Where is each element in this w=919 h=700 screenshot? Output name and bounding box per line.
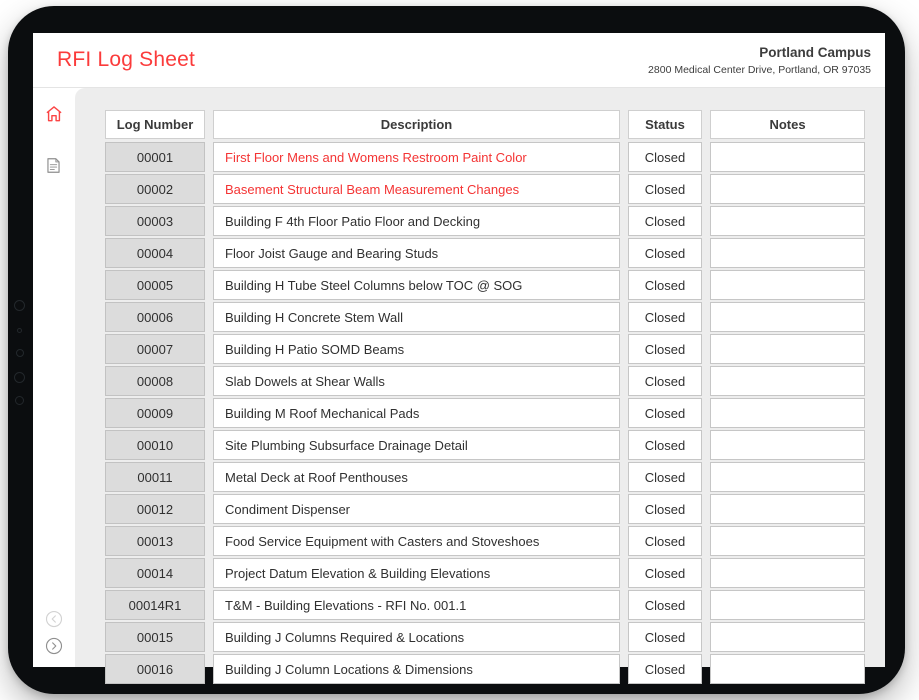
status-cell[interactable]: Closed (628, 590, 702, 620)
description-cell[interactable]: Building H Tube Steel Columns below TOC @ SOG (213, 270, 620, 300)
app-screen (33, 33, 885, 677)
notes-cell[interactable] (710, 142, 865, 172)
notes-cell[interactable] (710, 174, 865, 204)
description-cell[interactable]: Condiment Dispenser (213, 494, 620, 524)
table-row[interactable] (105, 238, 865, 268)
notes-cell[interactable] (710, 622, 865, 652)
status-cell[interactable]: Closed (628, 654, 702, 684)
table-row[interactable] (105, 430, 865, 460)
description-cell[interactable]: Building J Column Locations & Dimensions (213, 654, 620, 684)
campus-address: 2800 Medical Center Drive, Portland, OR 97035 (648, 63, 871, 76)
table-row[interactable] (105, 494, 865, 524)
campus-block (648, 45, 871, 76)
rfi-log-table (105, 110, 865, 684)
log-number-cell[interactable]: 00001 (105, 142, 205, 172)
description-cell[interactable]: Basement Structural Beam Measurement Changes (213, 174, 620, 204)
notes-cell[interactable] (710, 526, 865, 556)
log-number-cell[interactable]: 00011 (105, 462, 205, 492)
table-row[interactable] (105, 334, 865, 364)
table-row[interactable] (105, 654, 865, 684)
status-cell[interactable]: Closed (628, 142, 702, 172)
notes-cell[interactable] (710, 558, 865, 588)
table-row[interactable] (105, 590, 865, 620)
bezel-detail-dot (16, 349, 24, 357)
document-icon[interactable] (44, 156, 64, 176)
table-rows (105, 142, 865, 684)
campus-name: Portland Campus (759, 44, 871, 60)
column-header-log-number: Log Number (105, 110, 205, 139)
table-row[interactable] (105, 526, 865, 556)
description-cell[interactable]: Project Datum Elevation & Building Elevations (213, 558, 620, 588)
notes-cell[interactable] (710, 398, 865, 428)
bezel-detail-dot (14, 372, 25, 383)
status-cell[interactable]: Closed (628, 174, 702, 204)
chevron-left-circle-icon[interactable] (45, 610, 63, 628)
description-cell[interactable]: Metal Deck at Roof Penthouses (213, 462, 620, 492)
description-cell[interactable]: Site Plumbing Subsurface Drainage Detail (213, 430, 620, 460)
description-cell[interactable]: Building H Concrete Stem Wall (213, 302, 620, 332)
status-cell[interactable]: Closed (628, 238, 702, 268)
column-header-status: Status (628, 110, 702, 139)
notes-cell[interactable] (710, 590, 865, 620)
log-number-cell[interactable]: 00002 (105, 174, 205, 204)
log-number-cell[interactable]: 00005 (105, 270, 205, 300)
notes-cell[interactable] (710, 302, 865, 332)
log-number-cell[interactable]: 00014 (105, 558, 205, 588)
status-cell[interactable]: Closed (628, 302, 702, 332)
log-number-cell[interactable]: 00015 (105, 622, 205, 652)
home-icon[interactable] (44, 104, 64, 124)
table-row[interactable] (105, 622, 865, 652)
sidebar (33, 88, 75, 667)
notes-cell[interactable] (710, 334, 865, 364)
table-row[interactable] (105, 270, 865, 300)
description-cell[interactable]: Floor Joist Gauge and Bearing Studs (213, 238, 620, 268)
status-cell[interactable]: Closed (628, 526, 702, 556)
notes-cell[interactable] (710, 654, 865, 684)
log-number-cell[interactable]: 00012 (105, 494, 205, 524)
log-number-cell[interactable]: 00009 (105, 398, 205, 428)
bezel-detail-dot (15, 396, 24, 405)
status-cell[interactable]: Closed (628, 206, 702, 236)
column-header-description: Description (213, 110, 620, 139)
notes-cell[interactable] (710, 366, 865, 396)
description-cell[interactable]: Food Service Equipment with Casters and Stoveshoes (213, 526, 620, 556)
description-cell[interactable]: Slab Dowels at Shear Walls (213, 366, 620, 396)
status-cell[interactable]: Closed (628, 622, 702, 652)
notes-cell[interactable] (710, 430, 865, 460)
page-title: RFI Log Sheet (57, 48, 196, 71)
log-number-cell[interactable]: 00004 (105, 238, 205, 268)
status-cell[interactable]: Closed (628, 270, 702, 300)
description-cell[interactable]: Building M Roof Mechanical Pads (213, 398, 620, 428)
status-cell[interactable]: Closed (628, 430, 702, 460)
table-row[interactable] (105, 366, 865, 396)
description-cell[interactable]: Building J Columns Required & Locations (213, 622, 620, 652)
status-cell[interactable]: Closed (628, 334, 702, 364)
column-header-notes: Notes (710, 110, 865, 139)
notes-cell[interactable] (710, 270, 865, 300)
bezel-detail-dot (17, 328, 22, 333)
status-cell[interactable]: Closed (628, 398, 702, 428)
log-number-cell[interactable]: 00007 (105, 334, 205, 364)
status-cell[interactable]: Closed (628, 494, 702, 524)
content-panel (75, 88, 885, 677)
notes-cell[interactable] (710, 206, 865, 236)
table-row[interactable] (105, 558, 865, 588)
description-cell[interactable]: T&M - Building Elevations - RFI No. 001.1 (213, 590, 620, 620)
log-number-cell[interactable]: 00010 (105, 430, 205, 460)
notes-cell[interactable] (710, 494, 865, 524)
bezel-detail-dot (14, 300, 25, 311)
table-row[interactable] (105, 462, 865, 492)
table-row[interactable] (105, 398, 865, 428)
tablet-bezel (8, 6, 905, 694)
table-row[interactable] (105, 302, 865, 332)
description-cell[interactable]: First Floor Mens and Womens Restroom Paint Color (213, 142, 620, 172)
app-body (33, 88, 885, 677)
description-cell[interactable]: Building F 4th Floor Patio Floor and Decking (213, 206, 620, 236)
log-number-cell[interactable]: 00006 (105, 302, 205, 332)
notes-cell[interactable] (710, 462, 865, 492)
table-row[interactable] (105, 206, 865, 236)
status-cell[interactable]: Closed (628, 462, 702, 492)
notes-cell[interactable] (710, 238, 865, 268)
table-row[interactable] (105, 174, 865, 204)
status-cell[interactable]: Closed (628, 366, 702, 396)
table-row[interactable] (105, 142, 865, 172)
description-cell[interactable]: Building H Patio SOMD Beams (213, 334, 620, 364)
app-header (33, 33, 885, 88)
log-number-cell[interactable]: 00013 (105, 526, 205, 556)
status-cell[interactable]: Closed (628, 558, 702, 588)
chevron-right-circle-icon[interactable] (45, 637, 63, 655)
log-number-cell[interactable]: 00016 (105, 654, 205, 684)
log-number-cell[interactable]: 00003 (105, 206, 205, 236)
table-header-row (105, 110, 865, 139)
log-number-cell[interactable]: 00008 (105, 366, 205, 396)
log-number-cell[interactable]: 00014R1 (105, 590, 205, 620)
